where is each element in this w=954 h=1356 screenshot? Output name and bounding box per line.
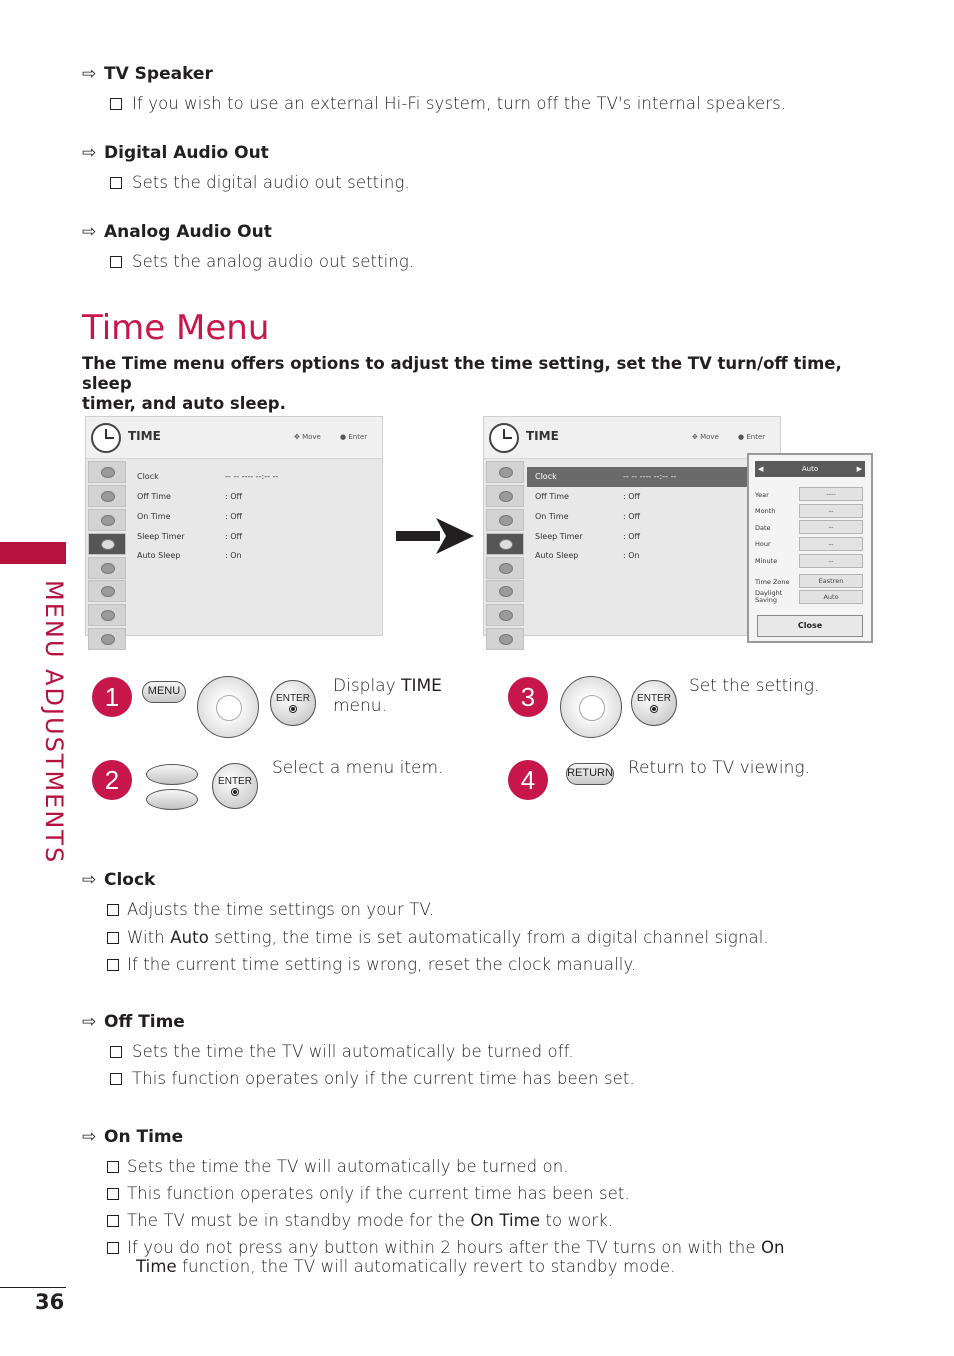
bullet-text: The TV must be in standby mode for the On Time to work. [107, 1211, 613, 1230]
intro-text: The Time menu offers options to adjust the time setting, set the TV turn/off time, sleep timer, and auto sleep. [82, 354, 842, 413]
date-label: Date [755, 524, 771, 532]
checkbox-bullet-icon [107, 932, 119, 944]
hour-field[interactable]: -- [799, 537, 863, 551]
channel-menu-icon [88, 509, 126, 531]
audio-menu-icon [88, 485, 126, 507]
step-3-text: Set the setting. [689, 676, 820, 696]
menu-icon-column [486, 461, 526, 652]
channel-menu-icon [486, 509, 524, 531]
hour-label: Hour [755, 540, 771, 548]
auto-selector[interactable]: ◀ Auto ▶ [755, 461, 865, 477]
arrow-right-icon: ▶ [856, 465, 862, 473]
screen-header [484, 417, 780, 459]
checkbox-bullet-icon [110, 1046, 122, 1058]
checkbox-bullet-icon [110, 256, 122, 268]
menu-row-sleep-timer: Sleep Timer : Off [137, 532, 243, 541]
screen-title: TIME [526, 429, 559, 443]
heading-digital-audio-out: ⇨ Digital Audio Out [82, 143, 269, 163]
bullet-text: If you do not press any button within 2 hours after the TV turns on with the On [107, 1238, 785, 1257]
close-button[interactable]: Close [757, 615, 863, 637]
hint-move: ✥ Move [294, 433, 321, 441]
bullet-text: Sets the time the TV will automatically be turned on. [107, 1157, 569, 1176]
menu-row-clock: Clock -- -- ---- --:-- -- [137, 472, 279, 481]
lock-menu-icon [486, 557, 524, 579]
arrow-icon: ⇨ [82, 1012, 97, 1032]
month-field[interactable]: -- [799, 504, 863, 518]
minute-field[interactable]: -- [799, 554, 863, 568]
arrow-icon: ⇨ [82, 143, 97, 163]
checkbox-bullet-icon [110, 1073, 122, 1085]
navigation-pad-icon[interactable] [560, 676, 622, 738]
step-4-text: Return to TV viewing. [628, 758, 810, 778]
audio-menu-icon [486, 485, 524, 507]
menu-row-off-time: Off Time : Off [137, 492, 243, 501]
bullet-text: If the current time setting is wrong, reset the clock manually. [107, 955, 636, 974]
bullet-text: Sets the analog audio out setting. [110, 252, 414, 271]
bullet-text: With Auto setting, the time is set automatically from a digital channel signal. [107, 928, 769, 947]
option-menu-icon [88, 580, 126, 602]
menu-row-on-time: On Time : Off [535, 512, 641, 521]
navigation-pad-icon[interactable] [197, 676, 259, 738]
step-2-text: Select a menu item. [272, 758, 444, 778]
checkbox-bullet-icon [107, 959, 119, 971]
checkbox-bullet-icon [110, 98, 122, 110]
menu-row-auto-sleep: Auto Sleep : On [535, 551, 640, 560]
screen-title: TIME [128, 429, 161, 443]
menu-icon-column [88, 461, 128, 652]
time-menu-icon [88, 533, 126, 555]
tv-menu-screen-right [483, 416, 781, 636]
step-number-4: 4 [508, 760, 548, 800]
date-field[interactable]: -- [799, 520, 863, 534]
menu-row-off-time: Off Time : Off [535, 492, 641, 501]
bullet-text: This function operates only if the current time has been set. [107, 1184, 630, 1203]
hint-move: ✥ Move [692, 433, 719, 441]
arrow-left-icon: ◀ [758, 465, 764, 473]
side-section-label: MENU ADJUSTMENTS [40, 580, 68, 865]
step-1-text: Display TIME menu. [333, 676, 442, 716]
bullet-text: If you wish to use an external Hi-Fi system, turn off the TV's internal speakers. [110, 94, 786, 113]
hint-enter: ● Enter [340, 433, 368, 441]
time-zone-label: Time Zone [755, 578, 790, 586]
usb-menu-icon [88, 628, 126, 650]
down-button[interactable] [146, 789, 198, 810]
bullet-text: This function operates only if the current time has been set. [110, 1069, 635, 1088]
heading-tv-speaker: ⇨ TV Speaker [82, 64, 213, 84]
minute-label: Minute [755, 557, 778, 565]
menu-row-clock-selected: Clock -- -- ---- --:-- -- [527, 467, 777, 487]
heading-clock: ⇨ Clock [82, 870, 156, 890]
clock-settings-popup [747, 453, 873, 643]
checkbox-bullet-icon [107, 1242, 119, 1254]
enter-button[interactable]: ENTER [270, 680, 316, 726]
year-label: Year [755, 491, 769, 499]
enter-dot-icon [232, 789, 238, 795]
picture-menu-icon [88, 461, 126, 483]
checkbox-bullet-icon [107, 1161, 119, 1173]
daylight-saving-field[interactable]: Auto [799, 590, 863, 604]
input-menu-icon [88, 604, 126, 626]
enter-button[interactable]: ENTER [631, 680, 677, 726]
enter-dot-icon [290, 706, 296, 712]
menu-row-sleep-timer: Sleep Timer : Off [535, 532, 641, 541]
enter-button[interactable]: ENTER [212, 763, 258, 809]
option-menu-icon [486, 580, 524, 602]
heading-off-time: ⇨ Off Time [82, 1012, 185, 1032]
menu-row-auto-sleep: Auto Sleep : On [137, 551, 242, 560]
clock-icon [489, 423, 519, 453]
clock-icon [91, 423, 121, 453]
picture-menu-icon [486, 461, 524, 483]
step-number-2: 2 [92, 760, 132, 800]
return-button[interactable]: RETURN [566, 763, 614, 785]
arrow-icon: ⇨ [82, 1127, 97, 1147]
checkbox-bullet-icon [107, 1188, 119, 1200]
bullet-text: Sets the time the TV will automatically be turned off. [110, 1042, 574, 1061]
screen-header [86, 417, 382, 459]
enter-dot-icon [651, 706, 657, 712]
tv-menu-screen-left [85, 416, 383, 636]
arrow-icon: ⇨ [82, 222, 97, 242]
step-number-1: 1 [92, 677, 132, 717]
page-number: 36 [35, 1290, 65, 1314]
arrow-icon: ⇨ [82, 870, 97, 890]
time-menu-icon [486, 533, 524, 555]
side-tab-marker [0, 542, 66, 564]
heading-analog-audio-out: ⇨ Analog Audio Out [82, 222, 272, 242]
lock-menu-icon [88, 557, 126, 579]
checkbox-bullet-icon [110, 177, 122, 189]
month-label: Month [755, 507, 776, 515]
bullet-text: Adjusts the time settings on your TV. [107, 900, 434, 919]
up-button[interactable] [146, 764, 198, 785]
year-field[interactable]: ---- [799, 487, 863, 501]
menu-row-on-time: On Time : Off [137, 512, 243, 521]
menu-button[interactable]: MENU [142, 681, 186, 703]
checkbox-bullet-icon [107, 904, 119, 916]
daylight-saving-label: Daylight Saving [755, 589, 783, 604]
usb-menu-icon [486, 628, 524, 650]
page-title: Time Menu [82, 308, 270, 348]
time-zone-field[interactable]: Eastren [799, 574, 863, 588]
up-down-buttons[interactable] [146, 764, 198, 810]
input-menu-icon [486, 604, 524, 626]
next-arrow-icon [396, 518, 476, 554]
bullet-text: Sets the digital audio out setting. [110, 173, 410, 192]
hint-enter: ● Enter [738, 433, 766, 441]
step-number-3: 3 [508, 677, 548, 717]
bullet-text-continued: Time function, the TV will automatically revert to standby mode. [136, 1257, 676, 1276]
heading-on-time: ⇨ On Time [82, 1127, 184, 1147]
checkbox-bullet-icon [107, 1215, 119, 1227]
arrow-icon: ⇨ [82, 64, 97, 84]
page-number-rule [0, 1287, 66, 1288]
